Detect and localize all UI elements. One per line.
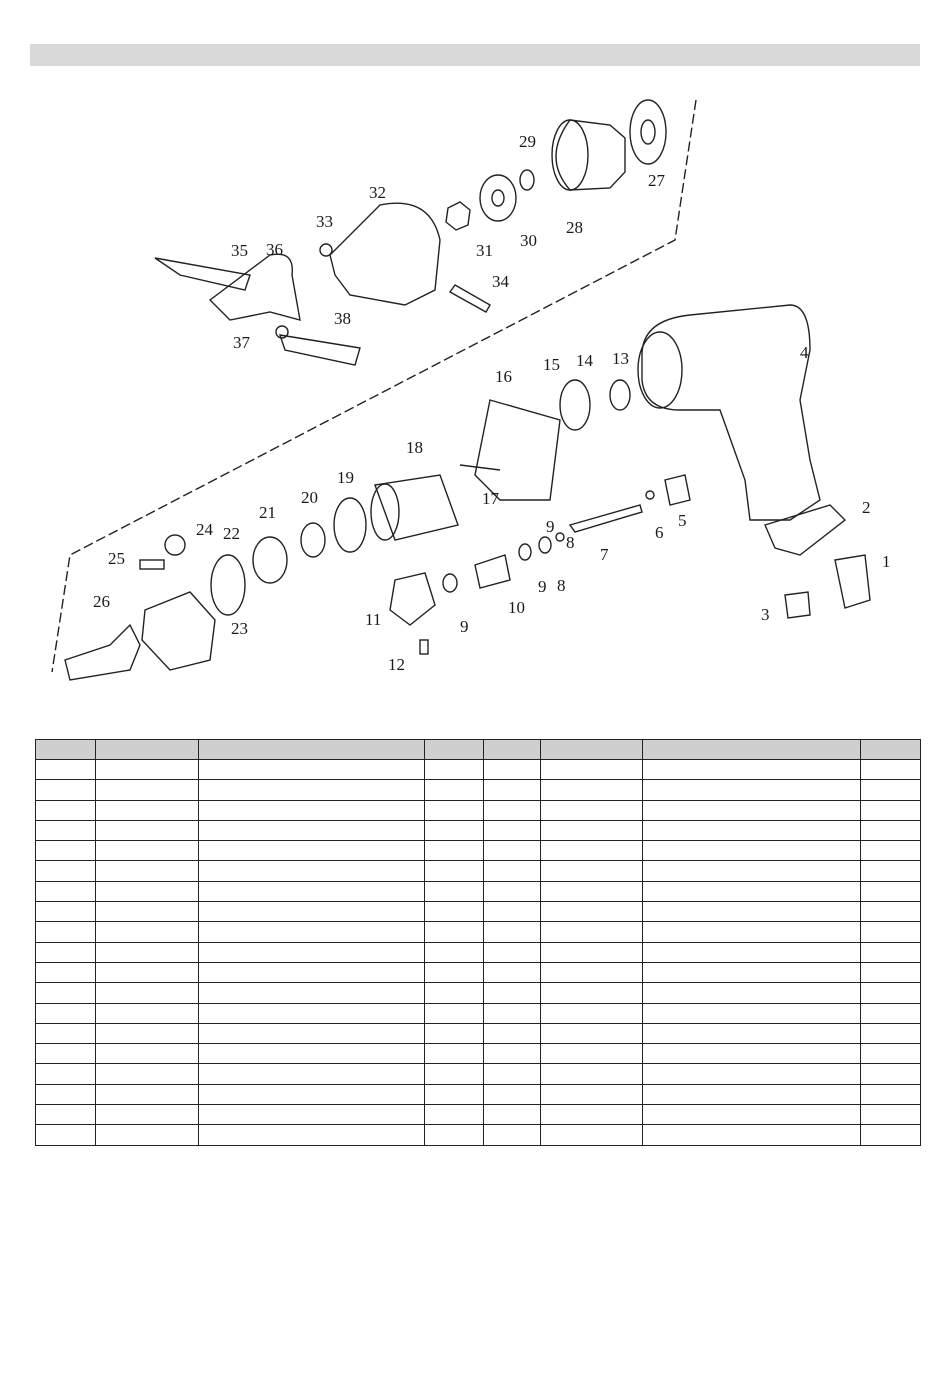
callout-31: 31 (476, 241, 493, 260)
callout-26: 26 (93, 592, 110, 611)
part-30 (480, 175, 516, 221)
col-header (541, 740, 643, 760)
table-cell (96, 942, 199, 962)
table-cell (36, 1003, 96, 1023)
table-cell (96, 760, 199, 780)
table-cell (861, 861, 921, 881)
table-cell (541, 1105, 643, 1125)
part-23 (142, 592, 215, 670)
table-cell (861, 820, 921, 840)
table-cell (484, 983, 541, 1003)
table-cell (96, 1044, 199, 1064)
callout-1: 1 (882, 552, 891, 571)
table-cell (643, 861, 861, 881)
part-6 (646, 491, 654, 499)
table-cell (96, 902, 199, 922)
table-cell (484, 820, 541, 840)
callout-8a: 8 (566, 533, 575, 552)
part-32 (330, 203, 440, 305)
callout-36: 36 (266, 240, 283, 259)
callout-12: 12 (388, 655, 405, 674)
table-cell (541, 1064, 643, 1084)
table-cell (861, 800, 921, 820)
callout-19: 19 (337, 468, 354, 487)
callout-6: 6 (655, 523, 664, 542)
table-cell (36, 1023, 96, 1043)
callout-15: 15 (543, 355, 560, 374)
table-row (36, 1044, 921, 1064)
table-cell (36, 861, 96, 881)
part-34 (450, 285, 490, 312)
table-cell (425, 1125, 484, 1145)
table-row (36, 800, 921, 820)
table-cell (541, 1003, 643, 1023)
callout-10: 10 (508, 598, 525, 617)
table-cell (541, 983, 643, 1003)
table-cell (199, 841, 425, 861)
callout-33: 33 (316, 212, 333, 231)
table-cell (541, 1125, 643, 1145)
table-row (36, 820, 921, 840)
table-cell (36, 1125, 96, 1145)
table-cell (643, 1084, 861, 1104)
col-header (199, 740, 425, 760)
part-14 (560, 380, 590, 430)
callout-16: 16 (495, 367, 512, 386)
table-cell (861, 1003, 921, 1023)
table-cell (484, 861, 541, 881)
part-7 (570, 505, 642, 532)
part-31 (446, 202, 470, 230)
table-cell (36, 922, 96, 942)
parts-table-body (36, 760, 921, 1146)
callout-23: 23 (231, 619, 248, 638)
table-cell (484, 800, 541, 820)
table-cell (199, 1084, 425, 1104)
col-header (643, 740, 861, 760)
table-cell (199, 1064, 425, 1084)
table-cell (861, 881, 921, 901)
callout-13: 13 (612, 349, 629, 368)
part-4 (642, 305, 820, 520)
table-cell (541, 922, 643, 942)
table-cell (96, 922, 199, 942)
table-cell (425, 1023, 484, 1043)
table-cell (541, 820, 643, 840)
table-cell (643, 1023, 861, 1043)
table-row (36, 1105, 921, 1125)
callout-35: 35 (231, 241, 248, 260)
table-cell (541, 780, 643, 800)
table-cell (96, 820, 199, 840)
table-cell (425, 780, 484, 800)
table-cell (36, 780, 96, 800)
table-cell (484, 1125, 541, 1145)
part-26 (65, 625, 140, 680)
part-33 (320, 244, 332, 256)
part-10 (475, 555, 510, 588)
callout-2: 2 (862, 498, 871, 517)
table-cell (425, 962, 484, 982)
col-header (425, 740, 484, 760)
part-29 (520, 170, 534, 190)
table-cell (199, 800, 425, 820)
table-cell (643, 983, 861, 1003)
table-cell (643, 1064, 861, 1084)
table-cell (541, 1044, 643, 1064)
parts-list-table (35, 739, 921, 1146)
callout-20: 20 (301, 488, 318, 507)
table-cell (425, 1084, 484, 1104)
table-cell (199, 861, 425, 881)
table-cell (425, 800, 484, 820)
table-cell (96, 1003, 199, 1023)
table-cell (425, 1064, 484, 1084)
callout-34: 34 (492, 272, 509, 291)
table-cell (96, 780, 199, 800)
table-row (36, 962, 921, 982)
table-cell (425, 1105, 484, 1125)
part-1 (835, 555, 870, 608)
part-19 (334, 498, 366, 552)
table-cell (199, 1003, 425, 1023)
table-cell (199, 780, 425, 800)
callout-9b: 9 (460, 617, 469, 636)
table-cell (199, 1023, 425, 1043)
table-cell (199, 922, 425, 942)
table-cell (484, 780, 541, 800)
table-cell (643, 760, 861, 780)
col-header (484, 740, 541, 760)
part-17 (460, 465, 500, 470)
table-cell (36, 962, 96, 982)
callout-32: 32 (369, 183, 386, 202)
callout-18: 18 (406, 438, 423, 457)
table-row (36, 983, 921, 1003)
table-cell (484, 1003, 541, 1023)
part-9 (539, 537, 551, 553)
table-cell (861, 1023, 921, 1043)
table-cell (36, 1044, 96, 1064)
table-cell (96, 1023, 199, 1043)
table-row (36, 922, 921, 942)
table-cell (199, 902, 425, 922)
table-cell (96, 983, 199, 1003)
table-cell (199, 942, 425, 962)
table-cell (861, 942, 921, 962)
part-35 (155, 258, 250, 290)
col-header (36, 740, 96, 760)
table-row (36, 881, 921, 901)
table-row (36, 1003, 921, 1023)
part-38 (280, 335, 360, 365)
table-row (36, 1023, 921, 1043)
table-cell (861, 1044, 921, 1064)
table-cell (36, 760, 96, 780)
table-cell (643, 800, 861, 820)
table-row (36, 841, 921, 861)
table-cell (541, 881, 643, 901)
table-cell (484, 760, 541, 780)
callout-4: 4 (800, 343, 809, 362)
col-header (96, 740, 199, 760)
table-cell (484, 922, 541, 942)
table-row (36, 1125, 921, 1145)
table-cell (643, 902, 861, 922)
callout-3: 3 (761, 605, 770, 624)
table-cell (643, 962, 861, 982)
table-cell (484, 942, 541, 962)
table-cell (36, 902, 96, 922)
table-cell (643, 1044, 861, 1064)
table-cell (484, 1084, 541, 1104)
callout-17: 17 (482, 489, 499, 508)
callout-29: 29 (519, 132, 536, 151)
table-cell (36, 1064, 96, 1084)
table-cell (36, 800, 96, 820)
callout-27: 27 (648, 171, 665, 190)
table-cell (541, 902, 643, 922)
table-cell (861, 780, 921, 800)
table-cell (861, 1105, 921, 1125)
table-cell (96, 841, 199, 861)
table-cell (484, 902, 541, 922)
table-cell (541, 942, 643, 962)
table-cell (199, 1125, 425, 1145)
table-cell (425, 760, 484, 780)
table-cell (541, 1023, 643, 1043)
table-cell (643, 1105, 861, 1125)
table-cell (541, 800, 643, 820)
table-cell (541, 841, 643, 861)
part-13 (610, 380, 630, 410)
table-cell (96, 881, 199, 901)
table-cell (425, 922, 484, 942)
table-cell (425, 841, 484, 861)
table-row (36, 1084, 921, 1104)
table-cell (643, 1125, 861, 1145)
table-cell (861, 1125, 921, 1145)
table-row (36, 780, 921, 800)
part-24 (165, 535, 185, 555)
table-cell (643, 881, 861, 901)
table-cell (643, 780, 861, 800)
table-row (36, 861, 921, 881)
table-cell (484, 1105, 541, 1125)
table-cell (643, 942, 861, 962)
table-row (36, 760, 921, 780)
table-cell (36, 841, 96, 861)
table-cell (425, 1003, 484, 1023)
col-header (861, 740, 921, 760)
table-cell (199, 881, 425, 901)
table-cell (643, 820, 861, 840)
callout-30: 30 (520, 231, 537, 250)
part-3 (785, 592, 810, 618)
table-cell (484, 962, 541, 982)
table-row (36, 942, 921, 962)
table-cell (96, 861, 199, 881)
table-header-row (36, 740, 921, 760)
part-12 (420, 640, 428, 654)
table-cell (861, 760, 921, 780)
table-cell (96, 1125, 199, 1145)
table-cell (36, 820, 96, 840)
callout-28: 28 (566, 218, 583, 237)
table-cell (484, 841, 541, 861)
table-cell (643, 922, 861, 942)
table-cell (541, 861, 643, 881)
callout-22: 22 (223, 524, 240, 543)
table-cell (36, 881, 96, 901)
callout-11: 11 (365, 610, 382, 629)
table-cell (199, 820, 425, 840)
part-11 (390, 573, 435, 625)
part-27 (630, 100, 666, 164)
table-cell (36, 1105, 96, 1125)
table-cell (861, 962, 921, 982)
table-cell (425, 902, 484, 922)
part-25 (140, 560, 164, 569)
callout-9c: 9 (546, 517, 555, 536)
table-cell (199, 983, 425, 1003)
callout-38: 38 (334, 309, 351, 328)
table-cell (861, 1084, 921, 1104)
table-cell (96, 1105, 199, 1125)
part-36 (210, 254, 300, 320)
table-cell (199, 760, 425, 780)
table-cell (541, 962, 643, 982)
callout-5: 5 (678, 511, 687, 530)
table-cell (861, 1064, 921, 1084)
table-cell (861, 841, 921, 861)
table-cell (96, 800, 199, 820)
table-cell (425, 942, 484, 962)
table-cell (425, 983, 484, 1003)
table-cell (96, 962, 199, 982)
table-cell (425, 820, 484, 840)
part-20 (301, 523, 325, 557)
exploded-parts-diagram (30, 80, 920, 690)
table-cell (861, 983, 921, 1003)
table-cell (36, 1084, 96, 1104)
table-cell (36, 942, 96, 962)
callout-14: 14 (576, 351, 593, 370)
table-cell (861, 922, 921, 942)
callout-21: 21 (259, 503, 276, 522)
table-cell (541, 760, 643, 780)
table-cell (484, 1064, 541, 1084)
part-16 (475, 400, 560, 500)
table-cell (643, 841, 861, 861)
part-28 (556, 120, 625, 190)
table-cell (199, 962, 425, 982)
table-cell (484, 881, 541, 901)
table-row (36, 1064, 921, 1084)
table-cell (484, 1023, 541, 1043)
callout-9a: 9 (538, 577, 547, 596)
part-22 (211, 555, 245, 615)
table-cell (861, 902, 921, 922)
table-cell (643, 1003, 861, 1023)
table-cell (541, 1084, 643, 1104)
callout-25: 25 (108, 549, 125, 568)
table-cell (199, 1105, 425, 1125)
part-2 (765, 505, 845, 555)
callout-7: 7 (600, 545, 609, 564)
table-cell (36, 983, 96, 1003)
header-bar (30, 44, 920, 66)
callout-24: 24 (196, 520, 213, 539)
table-cell (425, 881, 484, 901)
part-8 (556, 533, 564, 541)
table-cell (425, 861, 484, 881)
callout-8b: 8 (557, 576, 566, 595)
table-row (36, 902, 921, 922)
table-cell (96, 1084, 199, 1104)
table-cell (96, 1064, 199, 1084)
callout-37: 37 (233, 333, 250, 352)
table-cell (425, 1044, 484, 1064)
table-cell (199, 1044, 425, 1064)
table-cell (484, 1044, 541, 1064)
part-5 (665, 475, 690, 505)
part-21 (253, 537, 287, 583)
